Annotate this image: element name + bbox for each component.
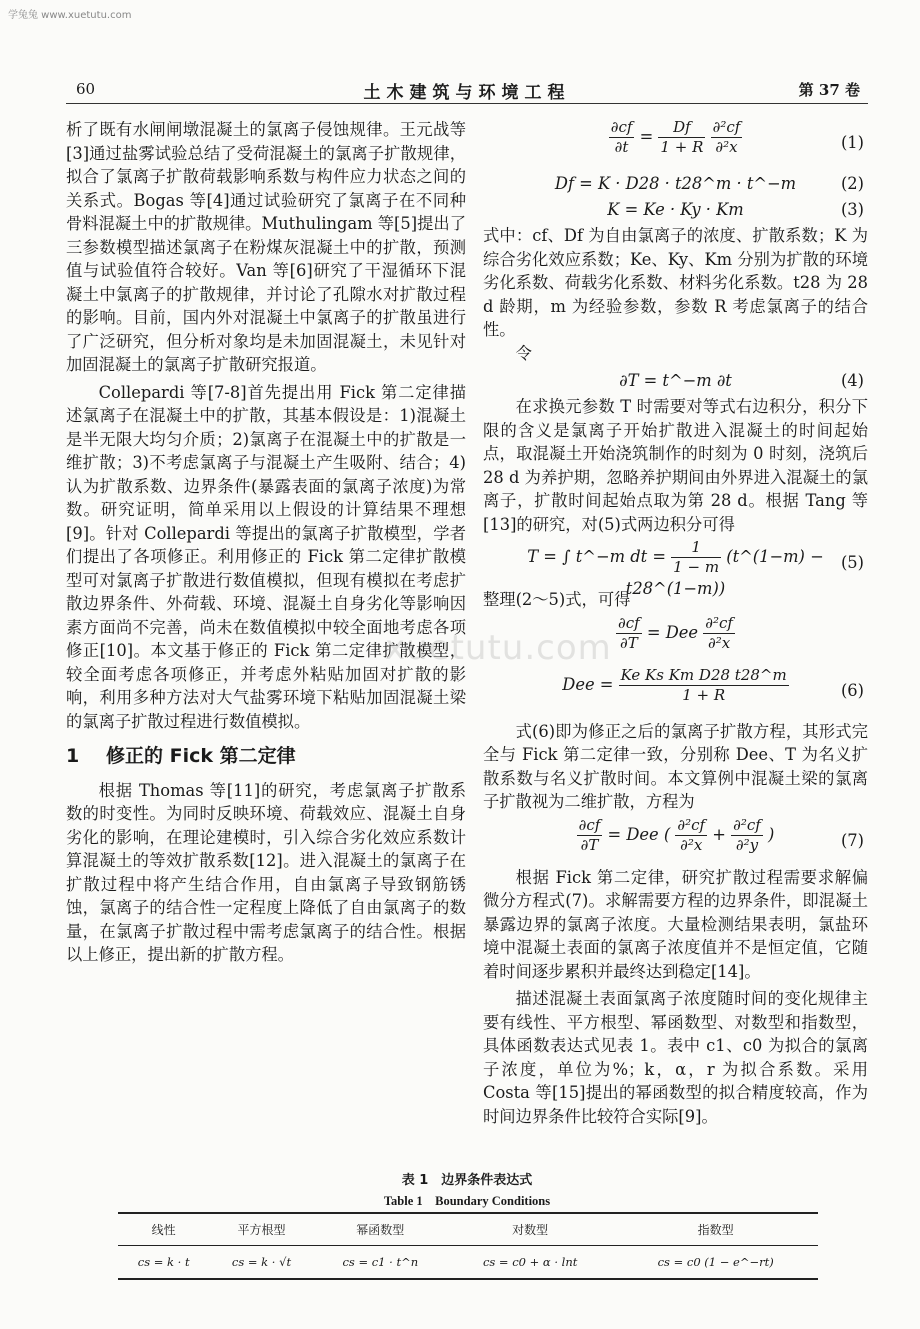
eq6b-num: Ke Ks Km D28 t28^m <box>620 665 787 684</box>
paragraph: Collepardi 等[7-8]首先提出用 Fick 第二定律描述氯离子在混凝土中的扩散，其基本假设是：1)混凝土是半无限大均匀介质；2)氯离子在混凝土中的扩散是一维扩散；3)不考虑氯离子与混凝土产生吸附、结合；4)认为扩散系数、边界条件(暴露表面的氯离子浓度)为常数。研究证明，简单采用以上假设的计算结果不理想[9]。针对 Collepardi 等提出的氯离子扩散模型，学者们提出了各项修正。利用修正的 Fick 第二定律扩散模型可对氯离子扩散进行数值模拟，但现有模拟在考虑扩散边界条件、外荷载、环境、混凝土自身劣化等影响因素方面尚不完善，尚未在数值模拟中较全面地考虑各项修正[10]。本文基于修正的 Fick 第二定律扩散模型，较全面考虑各项修正，并考虑外粘贴加固对扩散的影响，利用多种方法对大气盐雾环境下粘贴加固混凝土梁的氯离子扩散过程进行数值模拟。 <box>66 382 466 731</box>
watermark-center: xuetutu.com <box>385 628 612 668</box>
watermark-top: 学兔兔 www.xuetutu.com <box>8 10 132 21</box>
table-header: 指数型 <box>613 1213 818 1245</box>
zhengli-line: 整理(2～5)式，可得 <box>483 590 631 609</box>
eq1-number: (1) <box>840 133 864 152</box>
eq3-number: (3) <box>840 200 864 219</box>
table-cell: cs = c0 (1 − e^−rt) <box>613 1245 818 1279</box>
right-column <box>483 118 868 1128</box>
volume-label: 第 37 卷 <box>798 81 860 99</box>
eq4-body: ∂T = t^−m ∂t <box>619 371 732 390</box>
eq1-rhs-den: 1 + R <box>660 138 704 156</box>
eq2-body: Df = K · D28 · t28^m · t^−m <box>554 174 797 193</box>
eq1-rhs-num: Df <box>658 118 705 138</box>
equation-5 <box>483 538 868 598</box>
table-header: 幂函数型 <box>314 1213 447 1245</box>
eq5-number: (5) <box>840 553 864 572</box>
section-heading <box>66 745 466 769</box>
eq6a-mid: = Dee <box>646 622 699 642</box>
eq6b-lhs: Dee = <box>562 674 614 694</box>
table-cell: cs = k · t <box>118 1245 209 1279</box>
eq7-lhs-den: ∂T <box>580 835 599 854</box>
eq4-number: (4) <box>840 371 864 390</box>
table-header: 线性 <box>118 1213 209 1245</box>
equation-1: $\frac{\partial cf}{\partial t}$ = $\frac{Df}{1 + R}$ $\frac{\text{∂²cf}}{\text{∂²x}}$ (1) <box>610 118 864 156</box>
eq7-b-num: ∂²cf <box>733 815 761 834</box>
eq5-den: 1 − m <box>673 558 720 576</box>
eq7-a-den: ∂²x <box>680 835 703 854</box>
equation-4 <box>483 369 868 393</box>
table-cell: cs = k · √t <box>209 1245 313 1279</box>
table-row <box>118 1245 818 1279</box>
equation-7 <box>483 816 868 866</box>
eq5-tail: (t^(1−m) − t28^(1−m)) <box>625 547 824 598</box>
paragraph: 在求换元参数 T 时需要对等式右边积分，积分下限的含义是氯离子开始扩散进入混凝土的时间起始点，取混凝土开始浇筑制作的时刻为 0 时刻，浇筑后 28 d 为养护期，忽略养护期间由外界进入混凝土的氯离子，扩散时间起始点取为第 28 d。根据 Tang 等[13]的研究，对(5)式两边积分可得 <box>483 397 868 534</box>
eq7-number: (7) <box>840 830 864 850</box>
paragraph: 式(6)即为修正之后的氯离子扩散方程，其形式完全与 Fick 第二定律一致，分别称 Dee、T 为名义扩散系数与名义扩散时间。本文算例中混凝土梁的氯离子扩散视为二维扩散，方程为 <box>483 721 868 811</box>
eq5-num: 1 <box>671 538 721 558</box>
table-cell: cs = c0 + α · lnt <box>447 1245 613 1279</box>
paragraph: 根据 Fick 第二定律，研究扩散过程需要求解偏微分方程式(7)。求解需要方程的边界条件，即混凝土暴露边界的氯离子浓度。大量检测结果表明，氯盐环境中混凝土表面的氯离子浓度值并不是恒定值，它随着时间逐步累积并最终达到稳定[14]。 <box>483 867 868 981</box>
table-header-row <box>118 1213 818 1245</box>
paragraph: 式中：cf、Df 为自由氯离子的浓度、扩散系数；K 为综合劣化效应系数；Ke、Ky、Km 分别为扩散的环境劣化系数、荷载劣化系数、材料劣化系数。t28 为 28 d 龄期，m 为经验参数，参数 R 考虑氯离子的结合性。 <box>483 226 868 339</box>
eq6b-den: 1 + R <box>682 685 726 704</box>
table-cell: cs = c1 · t^n <box>314 1245 447 1279</box>
eq1-lhs-den: ∂t <box>614 138 629 156</box>
section-title: 修正的 Fick 第二定律 <box>106 745 296 767</box>
eq6-number: (6) <box>840 680 864 700</box>
eq1-op-den: ∂²x <box>715 138 738 156</box>
eq7-a-num: ∂²cf <box>677 815 706 834</box>
left-column <box>66 118 466 967</box>
eq5-lhs: T = ∫ t^−m dt = <box>527 547 666 566</box>
eq7-close: ) <box>768 824 775 844</box>
paragraph: 析了既有水闸闸墩混凝土的氯离子侵蚀规律。王元战等[3]通过盐雾试验总结了受荷混凝土的氯离子扩散规律，拟合了氯离子扩散荷载影响系数与构件应力状态之间的关系式。Bogas 等[4]通过试验研究了氯离子在不同种骨料混凝土中的扩散规律。Muthulingam 等[5]提出了三参数模型描述氯离子在粉煤灰混凝土中的扩散，预测值与试验值符合较好。Van 等[6]研究了干湿循环下混凝土中氯离子的扩散规律，并讨论了孔隙水对扩散过程的影响。目前，国内外对混凝土中氯离子的扩散虽进行了广泛研究，但分析对象均是未加固混凝土，未见针对加固混凝土的氯离子扩散研究报道。 <box>66 120 466 374</box>
paragraph: 根据 Thomas 等[11]的研究，考虑氯离子扩散系数的时变性。为同时反映环境、荷载效应、混凝土自身劣化的影响，在理论建模时，引入综合劣化效应系数计算混凝土的等效扩散系数[12]。进入混凝土的氯离子在扩散过程中将产生结合作用，自由氯离子导致钢筋锈蚀，氯离子的结合性一定程度上降低了自由氯离子的数量，在氯离子扩散过程中需考虑氯离子的结合性。根据以上修正，提出新的扩散方程。 <box>66 780 466 964</box>
eq6a-den: ∂²x <box>708 633 731 652</box>
eq6a-num: ∂²cf <box>705 613 733 632</box>
eq1-lhs-num: ∂cf <box>610 118 633 136</box>
boundary-conditions-table <box>118 1212 818 1280</box>
equation-6a <box>483 614 868 664</box>
eq6a-lhs-num: ∂cf <box>618 613 640 632</box>
ling-label: 令 <box>515 343 532 363</box>
table-caption-en: Table 1 Boundary Conditions <box>383 1194 551 1208</box>
equation-6b <box>483 666 868 716</box>
paragraph: 描述混凝土表面氯离子浓度随时间的变化规律主要有线性、平方根型、幂函数型、对数型和指数型，具体函数表达式见表 1。表中 c1、c0 为拟合的氯离子浓度，单位为%；k，α，r 为拟合系数。采用 Costa 等[15]提出的幂函数型的拟合精度较高，作为时间边界条件比较符合实际[9]。 <box>483 989 868 1126</box>
table-header: 对数型 <box>447 1213 613 1245</box>
journal-title: 土木建筑与环境工程 <box>363 83 571 103</box>
table-header: 平方根型 <box>209 1213 313 1245</box>
table-caption-cn: 表 1 边界条件表达式 <box>401 1173 533 1188</box>
eq7-lhs-num: ∂cf <box>578 815 601 834</box>
eq7-b-den: ∂²y <box>735 835 759 854</box>
eq7-mid: = Dee ( <box>607 824 671 844</box>
running-header <box>66 78 868 104</box>
eq7-plus: + <box>712 824 726 844</box>
eq2-number: (2) <box>840 174 864 193</box>
equation-3 <box>483 198 868 222</box>
equation-2 <box>483 172 868 196</box>
eq1-op-num: ∂²cf <box>712 118 741 136</box>
section-number: 1 <box>66 745 80 767</box>
eq3-body: K = Ke · Ky · Km <box>607 200 744 219</box>
page-number: 60 <box>76 80 96 98</box>
eq6a-lhs-den: ∂T <box>619 633 638 652</box>
